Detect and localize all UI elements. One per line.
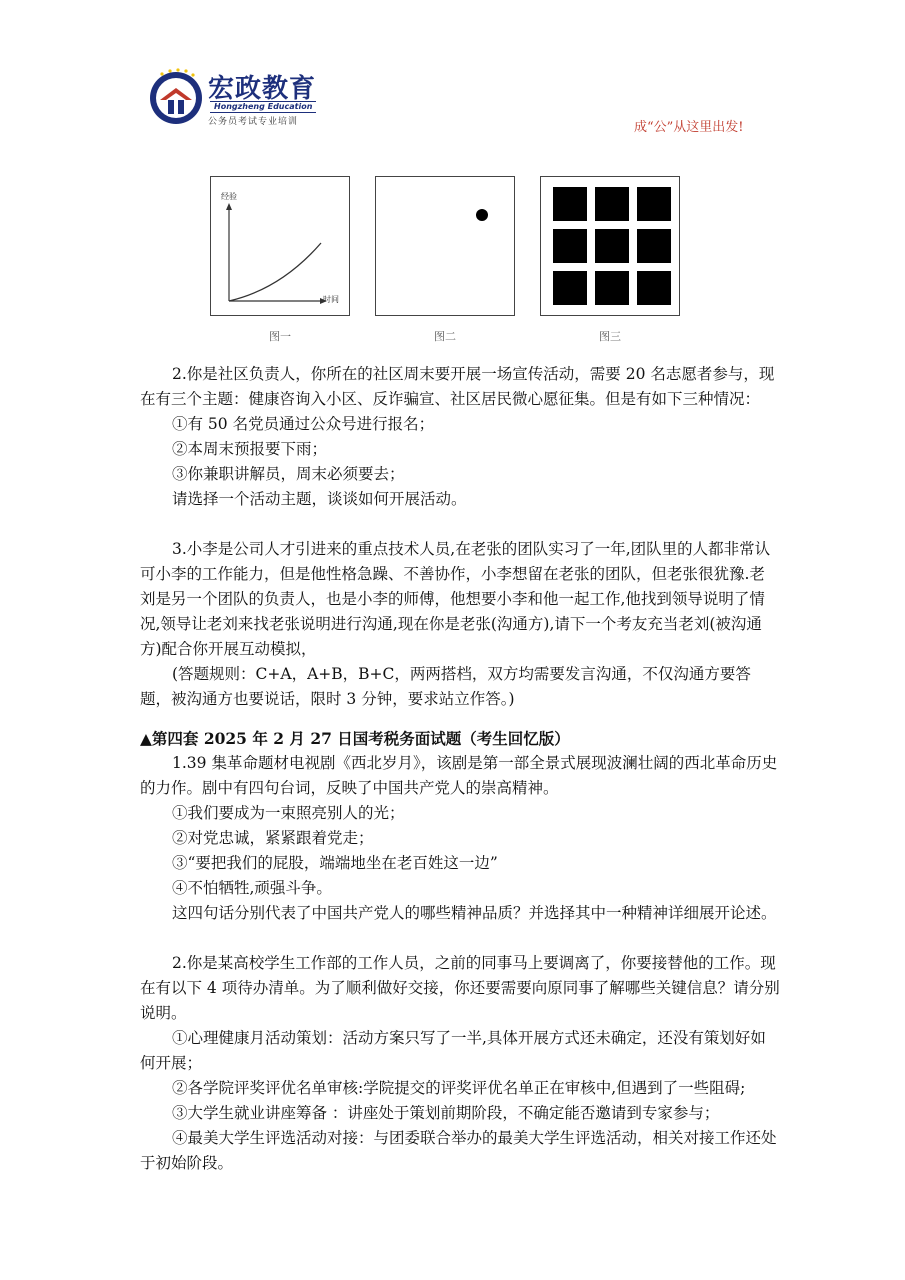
figure-2-caption: 图二 — [434, 330, 456, 343]
set4-q1-item-1: ①我们要成为一束照亮别人的光； — [172, 804, 405, 822]
set4-q2-item-4: ④最美大学生评选活动对接：与团委联合举办的最美大学生评选活动，相关对接工作还处于初始阶段。 — [140, 1129, 777, 1172]
figure-2 — [375, 176, 515, 316]
figure-1-ylabel: 经验 — [221, 192, 237, 201]
q3-body: 3.小李是公司人才引进来的重点技术人员,在老张的团队实习了一年,团队里的人都非常认可小李的工作能力，但是他性格急躁、不善协作，小李想留在老张的团队，但老张很犹豫.老刘是另一个团队的负责人，也是小李的师傅，他想要小李和他一起工作,他找到领导说明了情况,领导让老刘来找老张说明进行沟通,现在你是老张(沟通方),请下一个考友充当老刘(被沟通方)配合你开展互动模拟， — [140, 540, 771, 658]
q2-item-2: ②本周末预报要下雨； — [172, 440, 328, 458]
figure-3 — [540, 176, 680, 316]
set4-q1-intro: 1.39 集革命题材电视剧《西北岁月》，该剧是第一部全景式展现波澜壮阔的西北革命历史的力作。剧中有四句台词，反映了中国共产党人的崇高精神。 — [140, 754, 778, 797]
q2-intro: 2.你是社区负责人，你所在的社区周末要开展一场宣传活动，需要 20 名志愿者参与，现在有三个主题：健康咨询入小区、反诈骗宣、社区居民微心愿征集。但是有如下三种情况： — [140, 365, 775, 408]
set4-q1-item-2: ②对党忠诚，紧紧跟着党走； — [172, 829, 374, 847]
single-dot-graphic — [376, 177, 514, 315]
q2-item-1: ①有 50 名党员通过公众号进行报名； — [172, 415, 435, 433]
set4-q1-item-3: ③“要把我们的屁股，端端地坐在老百姓这一边” — [172, 854, 498, 872]
logo-tagline: 公务员考试专业培训 — [208, 117, 299, 127]
logo-title: 宏政教育 — [208, 74, 317, 104]
q2-item-3: ③你兼职讲解员，周末必须要去； — [172, 465, 405, 483]
set4-q1-ask: 这四句话分别代表了中国共产党人的哪些精神品质？并选择其中一种精神详细展开论述。 — [172, 904, 777, 922]
set4-q2-item-3: ③大学生就业讲座筹备 ：讲座处于策划前期阶段，不确定能否邀请到专家参与； — [172, 1104, 720, 1122]
page-header — [0, 0, 905, 150]
logo-emblem-icon — [146, 66, 206, 126]
figure-1-xlabel: 时间 — [323, 295, 339, 304]
set4-q1-item-4: ④不怕牺牲,顽强斗争。 — [172, 879, 332, 897]
header-slogan: 成“公”从这里出发! — [634, 120, 744, 135]
set4-q2-intro: 2.你是某高校学生工作部的工作人员，之前的同事马上要调离了，你要接替他的工作。现在有以下 4 项待办清单。为了顺利做好交接，你还要需要向原同事了解哪些关键信息？请分别说明。 — [140, 954, 780, 1022]
grid-squares-graphic — [541, 177, 679, 315]
q3-rules: (答题规则：C+A，A+B，B+C，两两搭档，双方均需要发言沟通，不仅沟通方要答题，被沟通方也要说话，限时 3 分钟，要求站立作答。) — [140, 665, 751, 708]
set4-title: ▲第四套 2025 年 2 月 27 日国考税务面试题（考生回忆版） — [140, 729, 570, 748]
figure-3-caption: 图三 — [599, 330, 621, 343]
figure-1 — [210, 176, 350, 316]
set4-q2-item-2: ②各学院评奖评优名单审核:学院提交的评奖评优名单正在审核中,但遇到了一些阻碍; — [172, 1079, 746, 1097]
logo-english-name: Hongzheng Education — [210, 101, 316, 113]
figure-1-caption: 图一 — [269, 330, 291, 343]
document-body — [140, 362, 780, 1176]
logo — [146, 66, 346, 128]
q2-ask: 请选择一个活动主题，谈谈如何开展活动。 — [172, 490, 467, 508]
set4-q2-item-1: ①心理健康月活动策划：活动方案只写了一半,具体开展方式还未确定，还没有策划好如何开展； — [140, 1029, 766, 1072]
figure-row — [210, 176, 680, 346]
